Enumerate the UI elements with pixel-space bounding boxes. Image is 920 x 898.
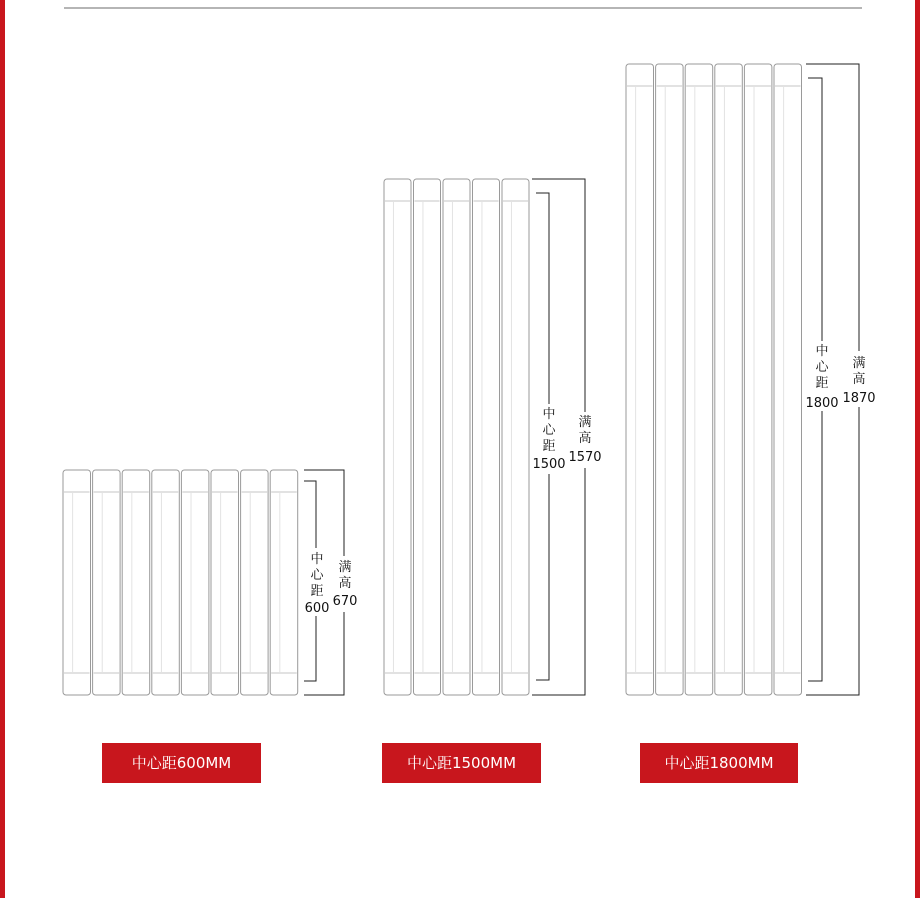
column-body [414, 179, 441, 695]
radiator-column [656, 64, 684, 695]
center-label-char: 中 [815, 344, 829, 359]
column-body [744, 64, 772, 695]
center-label-char: 距 [815, 376, 829, 391]
dimension-1800 [804, 64, 876, 695]
radiator-column [414, 179, 441, 695]
radiator-column [152, 470, 180, 695]
full-height-label-char: 满 [852, 356, 866, 371]
column-body [384, 179, 411, 695]
radiator-column [63, 470, 91, 695]
radiator-column [270, 470, 298, 695]
radiator-column [473, 179, 500, 695]
center-distance-value: 600 [304, 601, 330, 616]
radiator-1800 [626, 64, 802, 695]
column-body [502, 179, 529, 695]
column-body [656, 64, 684, 695]
column-body [122, 470, 150, 695]
dimension-600 [303, 470, 358, 695]
radiator-column [502, 179, 529, 695]
full-height-label-char: 高 [578, 431, 592, 446]
column-body [443, 179, 470, 695]
column-body [473, 179, 500, 695]
column-body [211, 470, 239, 695]
radiator-column [181, 470, 209, 695]
radiator-column [744, 64, 772, 695]
column-body [93, 470, 121, 695]
radiator-column [626, 64, 654, 695]
center-label-char: 心 [542, 423, 556, 438]
center-label-char: 中 [542, 407, 556, 422]
center-label-char: 距 [310, 584, 324, 599]
center-label-char: 心 [310, 568, 324, 583]
column-body [715, 64, 743, 695]
radiator-column [685, 64, 713, 695]
column-body [685, 64, 713, 695]
column-body [152, 470, 180, 695]
center-label-char: 心 [815, 360, 829, 375]
column-body [63, 470, 91, 695]
full-height-label-char: 满 [578, 415, 592, 430]
radiator-600 [63, 470, 298, 695]
center-label-char: 距 [542, 439, 556, 454]
column-body [181, 470, 209, 695]
model-1800-button[interactable]: 中心距1800MM [640, 743, 798, 783]
dimension-1500 [530, 179, 602, 695]
column-body [241, 470, 269, 695]
full-height-value: 1570 [568, 450, 602, 465]
model-1500-button[interactable]: 中心距1500MM [382, 743, 541, 783]
column-body [774, 64, 802, 695]
column-body [270, 470, 298, 695]
radiator-column [211, 470, 239, 695]
radiator-column [774, 64, 802, 695]
center-distance-value: 1500 [532, 457, 566, 472]
radiator-column [443, 179, 470, 695]
radiator-column [122, 470, 150, 695]
radiator-1500 [384, 179, 529, 695]
radiator-column [715, 64, 743, 695]
full-height-value: 670 [332, 594, 358, 609]
center-distance-value: 1800 [805, 396, 839, 411]
full-height-label-char: 高 [852, 372, 866, 387]
radiator-column [384, 179, 411, 695]
center-label-char: 中 [310, 552, 324, 567]
full-height-label-char: 高 [338, 576, 352, 591]
full-height-label-char: 满 [338, 560, 352, 575]
full-height-value: 1870 [842, 391, 876, 406]
radiator-column [93, 470, 121, 695]
radiator-column [241, 470, 269, 695]
column-body [626, 64, 654, 695]
model-600-button[interactable]: 中心距600MM [102, 743, 261, 783]
